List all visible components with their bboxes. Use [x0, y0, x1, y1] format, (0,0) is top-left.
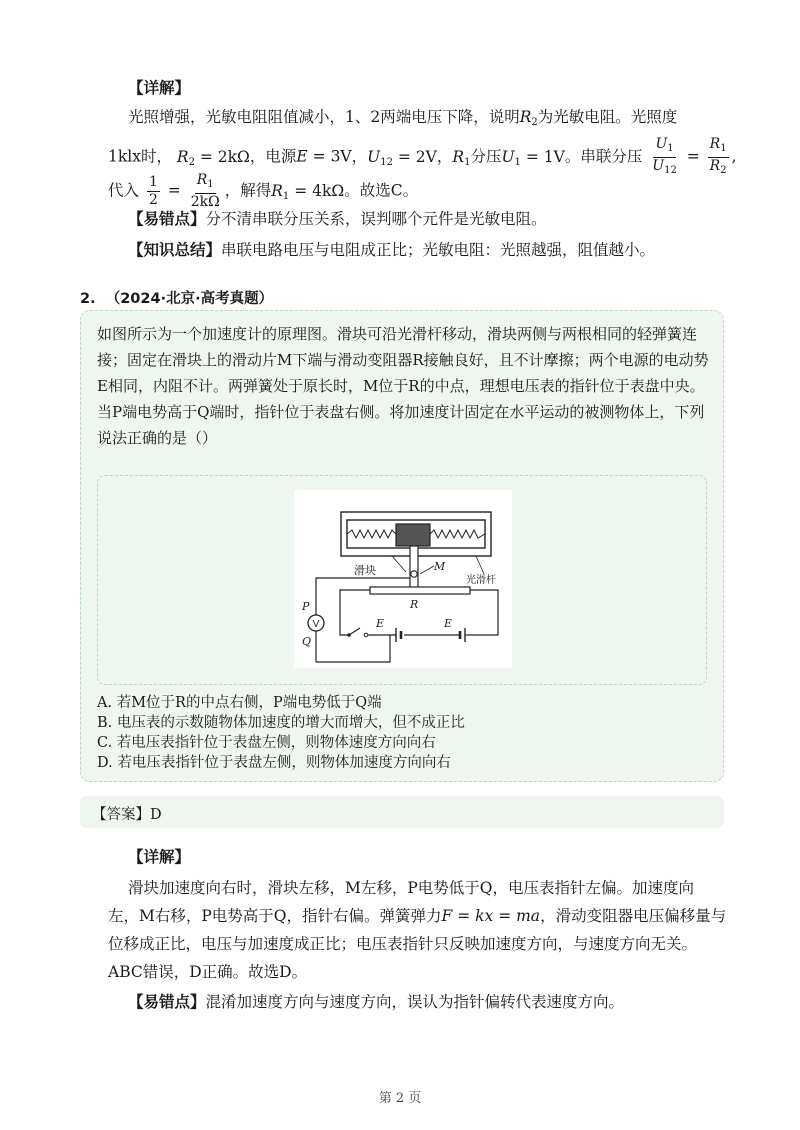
rheostat-bar — [370, 587, 470, 594]
detail-heading-2: 【详解】 — [128, 848, 191, 866]
slider-block — [396, 524, 430, 546]
page-number: 第 2 页 — [378, 1091, 422, 1106]
math-r1: $R_1$ — [452, 147, 471, 168]
question-stem: 如图所示为一个加速度计的原理图。滑块可沿光滑杆移动，滑块两侧与两根相同的轻弹簧连接；固定在滑块上的滑动片M下端与滑动变阻器R接触良好，且不计摩擦；两个电源的电动势E相同，内阻不计。两弹簧处于原长时，M位于R的中点，理想电压表的指针位于表盘中央。当P端电势高于Q端时，指针位于表盘右侧。将加速度计固定在水平运动的被测物体上，下列说法正确的是（） — [97, 325, 709, 447]
label-rod: 光滑杆 — [466, 575, 496, 586]
options-list — [97, 693, 465, 773]
fraction-r1-r2: $\frac{R_1}{R_2}$ — [709, 136, 727, 176]
switch-contact — [364, 633, 368, 637]
fraction-u1-u12: $\frac{U_1}{U_{12}}$ — [652, 136, 677, 176]
slider-pivot — [411, 571, 417, 577]
rod-leader — [476, 556, 484, 574]
math-e-value: E = 3V — [296, 147, 352, 166]
wire-bottom — [316, 635, 396, 662]
detail2-line-1: 滑块加速度向右时，滑块左移，M左移，P电势低于Q，电压表指针左偏。加速度向 — [128, 879, 695, 897]
knowledge-summary: 【知识总结】串联电路电压与电阻成正比；光敏电阻：光照越强，阻值越小。 — [128, 241, 656, 259]
slider-rod — [410, 546, 418, 590]
slider-leader — [392, 556, 406, 572]
detail-heading: 【详解】 — [128, 79, 191, 97]
detail-line-1: 光照增强，光敏电阻阻值减小，1、2两端电压下降，说明$R_2$为光敏电阻。光照度 — [128, 108, 678, 128]
option-c[interactable]: C. 若电压表指针位于表盘左侧，则物体速度方向向右 — [97, 735, 436, 751]
math-u1-value: $U_1 = 1V$ — [501, 147, 565, 168]
answer-bar — [80, 796, 724, 828]
error-point: 【易错点】分不清串联分压关系，误判哪个元件是光敏电阻。 — [128, 210, 547, 228]
accelerometer-diagram — [294, 490, 512, 668]
question-header: 2. （2024·北京·高考真题） — [80, 291, 274, 307]
detail2-line-3: 位移成正比，电压与加速度成正比；电压表指针只反映加速度方向，与速度方向无关。 — [108, 935, 698, 953]
detail2-line-2: 左，M右移，P电势高于Q，指针右偏。弹簧弹力F = kx = ma，滑动变阻器电压偏移量与 — [108, 907, 727, 925]
option-b[interactable]: B. 电压表的示数随物体加速度的增大而增大，但不成正比 — [97, 715, 465, 731]
math-r2: $R_2$ — [519, 108, 538, 128]
math-force-formula: F = kx = ma — [441, 907, 541, 925]
error-point-2: 【易错点】混淆加速度方向与速度方向，误认为指针偏转代表速度方向。 — [128, 993, 625, 1011]
circuit-svg — [294, 490, 512, 668]
fraction-r1-2k: $\frac{R_1}{2k\Omega}$ — [190, 172, 220, 210]
math-r1-result: $R_1 = 4k\Omega$ — [271, 181, 345, 202]
voltmeter-label: V — [312, 619, 320, 630]
math-u12-value: $U_{12} = 2V$ — [367, 147, 437, 168]
detail-line-2: 1klx时， $R_2 = 2k\Omega$，电源E = 3V，$U_{12} = 2V$，$R_1$分压$U_1 = 1V$。串联分压 $\frac{U_1}{U_{12}}$ = $\frac{R_1}{R_2}$ , — [108, 136, 737, 179]
label-e1: E — [376, 617, 385, 630]
switch-pivot — [347, 633, 351, 637]
switch-blade — [349, 628, 360, 635]
wire-right — [470, 590, 498, 635]
m-leader — [420, 566, 434, 574]
question-box — [80, 310, 724, 782]
label-p: P — [302, 600, 310, 613]
label-r: R — [410, 598, 419, 611]
option-a[interactable]: A. 若M位于R的中点右侧，P端电势低于Q端 — [97, 695, 382, 711]
detail-line-3: 代入 $\frac{1}{2}$ = $\frac{R_1}{2k\Omega}$ ，解得$R_1 = 4k\Omega$。故选C。 — [108, 172, 419, 210]
fraction-half: $\frac{1}{2}$ — [148, 174, 158, 208]
option-d[interactable]: D. 若电压表指针位于表盘左侧，则物体加速度方向向右 — [97, 755, 451, 771]
figure-frame — [97, 475, 707, 685]
math-r2-value: $R_2 = 2k\Omega$ — [176, 147, 250, 168]
label-m: M — [434, 560, 446, 573]
answer-text: 【答案】D — [92, 807, 162, 823]
wire-mid-loop — [340, 590, 370, 635]
label-q: Q — [302, 635, 312, 648]
wire-top-left — [316, 578, 410, 615]
label-e2: E — [444, 617, 453, 630]
label-slider: 滑块 — [354, 564, 376, 577]
detail2-line-4: ABC错误，D正确。故选D。 — [108, 963, 308, 981]
